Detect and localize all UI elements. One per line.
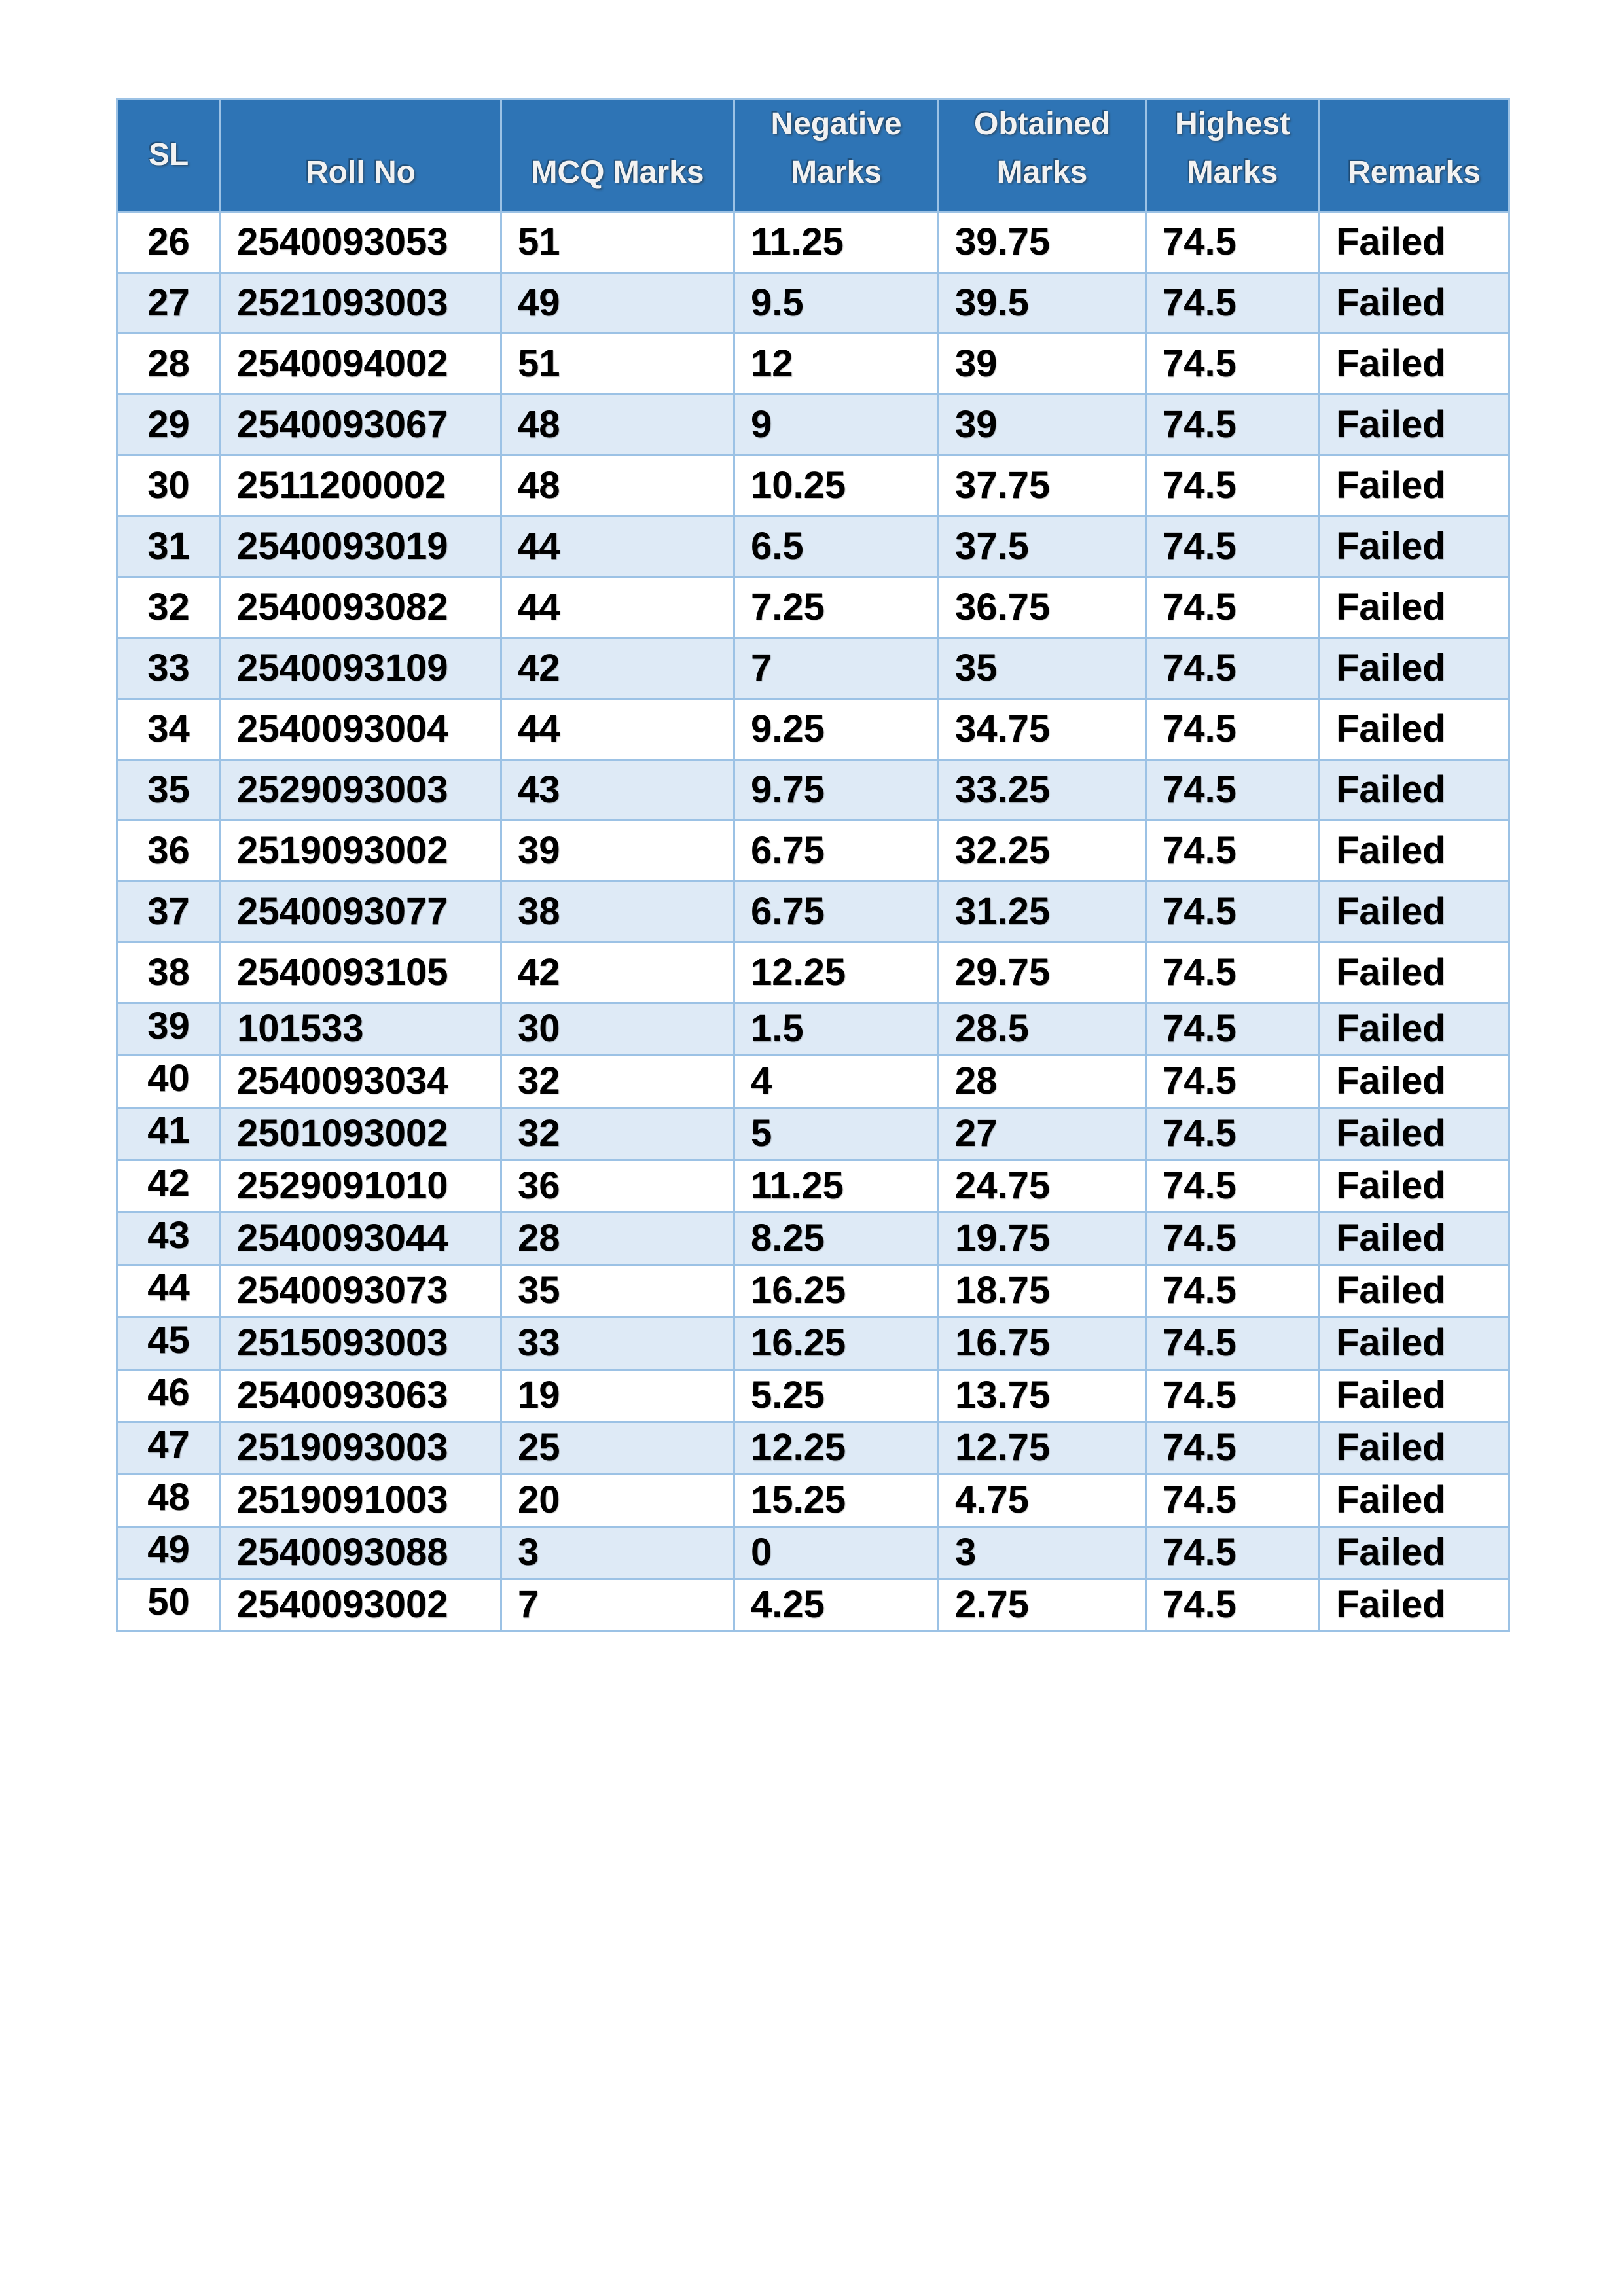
mcq-cell: 42 (501, 637, 734, 698)
mcq-cell: 49 (501, 272, 734, 333)
mcq-cell: 20 (501, 1474, 734, 1526)
sl-cell: 37 (117, 881, 221, 942)
negative-cell: 12.25 (734, 1422, 939, 1474)
negative-cell: 8.25 (734, 1212, 939, 1265)
obtained-cell: 27 (939, 1107, 1146, 1160)
roll-cell: 2511200002 (221, 455, 501, 516)
negative-cell: 0 (734, 1526, 939, 1579)
sl-cell: 38 (117, 942, 221, 1003)
table-row (117, 1212, 1509, 1265)
obtained-cell: 39 (939, 333, 1146, 394)
remarks-cell: Failed (1320, 1212, 1509, 1265)
table-row (117, 1160, 1509, 1212)
remarks-cell: Failed (1320, 211, 1509, 272)
roll-cell: 2540093004 (221, 698, 501, 759)
mcq-cell: 36 (501, 1160, 734, 1212)
table-row (117, 516, 1509, 577)
remarks-cell: Failed (1320, 1317, 1509, 1369)
obtained-cell: 35 (939, 637, 1146, 698)
sl-cell: 41 (117, 1107, 221, 1160)
table-row (117, 1055, 1509, 1107)
remarks-cell: Failed (1320, 1160, 1509, 1212)
negative-cell: 7.25 (734, 577, 939, 637)
sl-cell: 50 (117, 1579, 221, 1631)
roll-cell: 2519093002 (221, 820, 501, 881)
column-header-roll-no: Roll No (221, 99, 501, 212)
remarks-cell: Failed (1320, 1369, 1509, 1422)
mcq-cell: 3 (501, 1526, 734, 1579)
table-row (117, 1579, 1509, 1631)
roll-cell: 2540093073 (221, 1265, 501, 1317)
mcq-cell: 19 (501, 1369, 734, 1422)
remarks-cell: Failed (1320, 455, 1509, 516)
obtained-cell: 37.75 (939, 455, 1146, 516)
remarks-cell: Failed (1320, 698, 1509, 759)
negative-cell: 11.25 (734, 211, 939, 272)
obtained-cell: 13.75 (939, 1369, 1146, 1422)
table-row (117, 820, 1509, 881)
roll-cell: 2540093077 (221, 881, 501, 942)
sl-cell: 35 (117, 759, 221, 820)
roll-cell: 2540093034 (221, 1055, 501, 1107)
obtained-cell: 16.75 (939, 1317, 1146, 1369)
sl-cell: 30 (117, 455, 221, 516)
mcq-cell: 44 (501, 698, 734, 759)
obtained-cell: 39.75 (939, 211, 1146, 272)
obtained-cell: 19.75 (939, 1212, 1146, 1265)
negative-cell: 16.25 (734, 1317, 939, 1369)
sl-cell: 40 (117, 1055, 221, 1107)
remarks-cell: Failed (1320, 516, 1509, 577)
column-header-obtained-marks: Obtained Marks (939, 99, 1146, 212)
sl-cell: 49 (117, 1526, 221, 1579)
table-row (117, 637, 1509, 698)
table-row (117, 698, 1509, 759)
highest-cell: 74.5 (1146, 1317, 1320, 1369)
mcq-cell: 44 (501, 516, 734, 577)
sl-cell: 34 (117, 698, 221, 759)
roll-cell: 2540093019 (221, 516, 501, 577)
remarks-cell: Failed (1320, 1107, 1509, 1160)
mcq-cell: 48 (501, 394, 734, 455)
mcq-cell: 48 (501, 455, 734, 516)
obtained-cell: 28.5 (939, 1003, 1146, 1055)
mcq-cell: 51 (501, 211, 734, 272)
negative-cell: 1.5 (734, 1003, 939, 1055)
mcq-cell: 51 (501, 333, 734, 394)
column-header-mcq-marks: MCQ Marks (501, 99, 734, 212)
mcq-cell: 25 (501, 1422, 734, 1474)
obtained-cell: 39.5 (939, 272, 1146, 333)
mcq-cell: 28 (501, 1212, 734, 1265)
highest-cell: 74.5 (1146, 1160, 1320, 1212)
roll-cell: 2529091010 (221, 1160, 501, 1212)
sl-cell: 28 (117, 333, 221, 394)
highest-cell: 74.5 (1146, 1579, 1320, 1631)
table-row (117, 1474, 1509, 1526)
negative-cell: 9 (734, 394, 939, 455)
highest-cell: 74.5 (1146, 1526, 1320, 1579)
table-body (117, 211, 1509, 1631)
highest-cell: 74.5 (1146, 942, 1320, 1003)
highest-cell: 74.5 (1146, 1474, 1320, 1526)
table-row (117, 759, 1509, 820)
column-header-remarks: Remarks (1320, 99, 1509, 212)
obtained-cell: 29.75 (939, 942, 1146, 1003)
remarks-cell: Failed (1320, 1003, 1509, 1055)
highest-cell: 74.5 (1146, 1003, 1320, 1055)
table-row (117, 577, 1509, 637)
remarks-cell: Failed (1320, 272, 1509, 333)
remarks-cell: Failed (1320, 942, 1509, 1003)
mcq-cell: 39 (501, 820, 734, 881)
column-header-negative-marks: Negative Marks (734, 99, 939, 212)
column-header-highest-marks: Highest Marks (1146, 99, 1320, 212)
obtained-cell: 39 (939, 394, 1146, 455)
table-row (117, 1107, 1509, 1160)
table-row (117, 1526, 1509, 1579)
roll-cell: 2540093088 (221, 1526, 501, 1579)
results-table (116, 98, 1510, 1632)
negative-cell: 10.25 (734, 455, 939, 516)
obtained-cell: 3 (939, 1526, 1146, 1579)
obtained-cell: 18.75 (939, 1265, 1146, 1317)
roll-cell: 2501093002 (221, 1107, 501, 1160)
obtained-cell: 32.25 (939, 820, 1146, 881)
roll-cell: 2521093003 (221, 272, 501, 333)
highest-cell: 74.5 (1146, 577, 1320, 637)
sl-cell: 47 (117, 1422, 221, 1474)
sl-cell: 26 (117, 211, 221, 272)
highest-cell: 74.5 (1146, 698, 1320, 759)
remarks-cell: Failed (1320, 577, 1509, 637)
mcq-cell: 30 (501, 1003, 734, 1055)
obtained-cell: 34.75 (939, 698, 1146, 759)
remarks-cell: Failed (1320, 1579, 1509, 1631)
negative-cell: 4.25 (734, 1579, 939, 1631)
sl-cell: 43 (117, 1212, 221, 1265)
highest-cell: 74.5 (1146, 211, 1320, 272)
highest-cell: 74.5 (1146, 333, 1320, 394)
negative-cell: 12 (734, 333, 939, 394)
highest-cell: 74.5 (1146, 1055, 1320, 1107)
highest-cell: 74.5 (1146, 881, 1320, 942)
roll-cell: 2540093082 (221, 577, 501, 637)
remarks-cell: Failed (1320, 1422, 1509, 1474)
table-row (117, 272, 1509, 333)
roll-cell: 2540093053 (221, 211, 501, 272)
remarks-cell: Failed (1320, 637, 1509, 698)
remarks-cell: Failed (1320, 881, 1509, 942)
mcq-cell: 33 (501, 1317, 734, 1369)
roll-cell: 2540093044 (221, 1212, 501, 1265)
highest-cell: 74.5 (1146, 637, 1320, 698)
negative-cell: 7 (734, 637, 939, 698)
remarks-cell: Failed (1320, 1526, 1509, 1579)
negative-cell: 6.75 (734, 820, 939, 881)
remarks-cell: Failed (1320, 1055, 1509, 1107)
negative-cell: 9.25 (734, 698, 939, 759)
table-row (117, 942, 1509, 1003)
mcq-cell: 44 (501, 577, 734, 637)
table-row (117, 455, 1509, 516)
roll-cell: 2540093002 (221, 1579, 501, 1631)
sl-cell: 36 (117, 820, 221, 881)
roll-cell: 2540093105 (221, 942, 501, 1003)
roll-cell: 2540093067 (221, 394, 501, 455)
mcq-cell: 43 (501, 759, 734, 820)
remarks-cell: Failed (1320, 759, 1509, 820)
negative-cell: 16.25 (734, 1265, 939, 1317)
sl-cell: 39 (117, 1003, 221, 1055)
sl-cell: 32 (117, 577, 221, 637)
highest-cell: 74.5 (1146, 272, 1320, 333)
remarks-cell: Failed (1320, 394, 1509, 455)
obtained-cell: 31.25 (939, 881, 1146, 942)
remarks-cell: Failed (1320, 1474, 1509, 1526)
table-row (117, 333, 1509, 394)
table-row (117, 211, 1509, 272)
roll-cell: 2540093109 (221, 637, 501, 698)
obtained-cell: 24.75 (939, 1160, 1146, 1212)
roll-cell: 2540093063 (221, 1369, 501, 1422)
mcq-cell: 35 (501, 1265, 734, 1317)
highest-cell: 74.5 (1146, 394, 1320, 455)
roll-cell: 2540094002 (221, 333, 501, 394)
roll-cell: 2529093003 (221, 759, 501, 820)
negative-cell: 9.75 (734, 759, 939, 820)
highest-cell: 74.5 (1146, 1422, 1320, 1474)
obtained-cell: 36.75 (939, 577, 1146, 637)
negative-cell: 6.5 (734, 516, 939, 577)
sl-cell: 33 (117, 637, 221, 698)
negative-cell: 9.5 (734, 272, 939, 333)
table-row (117, 394, 1509, 455)
obtained-cell: 2.75 (939, 1579, 1146, 1631)
obtained-cell: 37.5 (939, 516, 1146, 577)
obtained-cell: 33.25 (939, 759, 1146, 820)
highest-cell: 74.5 (1146, 1107, 1320, 1160)
roll-cell: 101533 (221, 1003, 501, 1055)
mcq-cell: 38 (501, 881, 734, 942)
highest-cell: 74.5 (1146, 820, 1320, 881)
table-row (117, 1317, 1509, 1369)
table-row (117, 1369, 1509, 1422)
sl-cell: 27 (117, 272, 221, 333)
column-header-sl: SL (117, 99, 221, 212)
sl-cell: 42 (117, 1160, 221, 1212)
remarks-cell: Failed (1320, 820, 1509, 881)
highest-cell: 74.5 (1146, 1265, 1320, 1317)
table-row (117, 1003, 1509, 1055)
sl-cell: 31 (117, 516, 221, 577)
negative-cell: 6.75 (734, 881, 939, 942)
negative-cell: 4 (734, 1055, 939, 1107)
remarks-cell: Failed (1320, 333, 1509, 394)
obtained-cell: 28 (939, 1055, 1146, 1107)
table-row (117, 881, 1509, 942)
obtained-cell: 4.75 (939, 1474, 1146, 1526)
sl-cell: 44 (117, 1265, 221, 1317)
negative-cell: 12.25 (734, 942, 939, 1003)
sl-cell: 46 (117, 1369, 221, 1422)
mcq-cell: 32 (501, 1055, 734, 1107)
negative-cell: 5 (734, 1107, 939, 1160)
highest-cell: 74.5 (1146, 759, 1320, 820)
highest-cell: 74.5 (1146, 516, 1320, 577)
roll-cell: 2519093003 (221, 1422, 501, 1474)
mcq-cell: 32 (501, 1107, 734, 1160)
sl-cell: 29 (117, 394, 221, 455)
roll-cell: 2519091003 (221, 1474, 501, 1526)
remarks-cell: Failed (1320, 1265, 1509, 1317)
sl-cell: 45 (117, 1317, 221, 1369)
roll-cell: 2515093003 (221, 1317, 501, 1369)
table-row (117, 1422, 1509, 1474)
highest-cell: 74.5 (1146, 455, 1320, 516)
sl-cell: 48 (117, 1474, 221, 1526)
negative-cell: 11.25 (734, 1160, 939, 1212)
header-row (117, 99, 1509, 212)
highest-cell: 74.5 (1146, 1212, 1320, 1265)
mcq-cell: 42 (501, 942, 734, 1003)
negative-cell: 15.25 (734, 1474, 939, 1526)
obtained-cell: 12.75 (939, 1422, 1146, 1474)
highest-cell: 74.5 (1146, 1369, 1320, 1422)
mcq-cell: 7 (501, 1579, 734, 1631)
table-row (117, 1265, 1509, 1317)
negative-cell: 5.25 (734, 1369, 939, 1422)
